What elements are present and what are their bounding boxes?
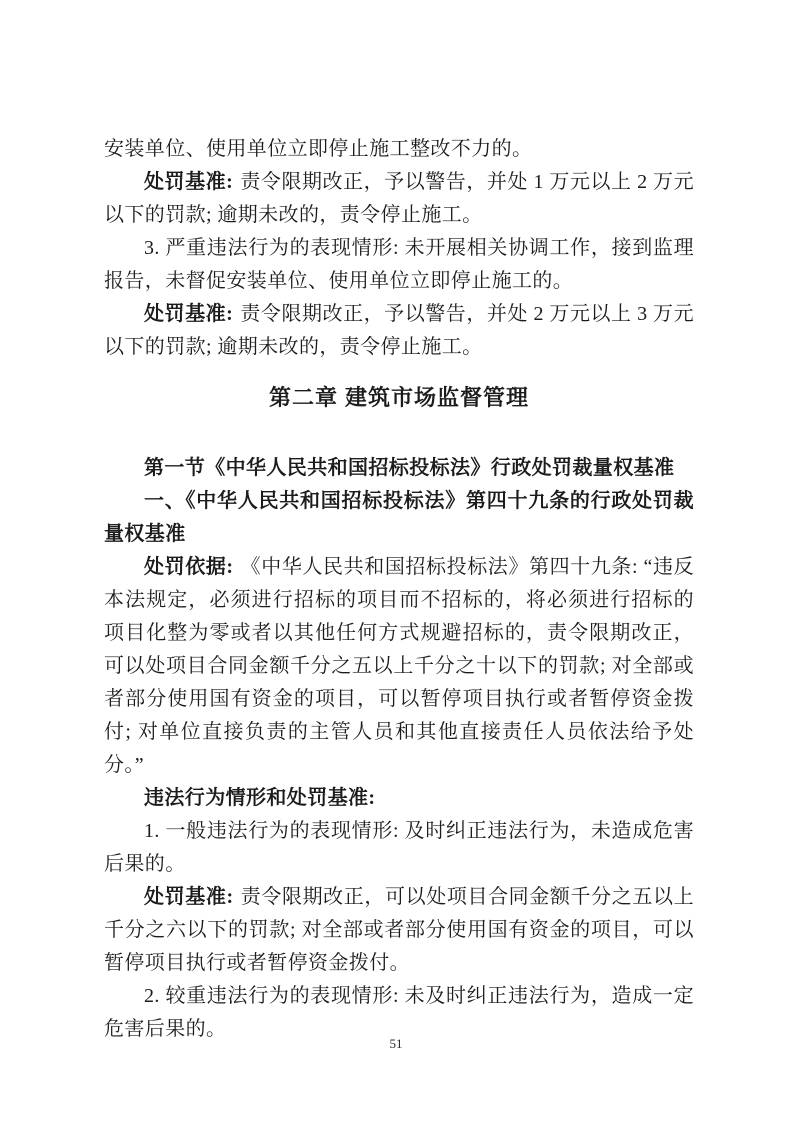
penalty-basis-label: 处罚依据: xyxy=(144,556,234,578)
situations-heading: 违法行为情形和处罚基准: xyxy=(144,787,376,809)
paragraph-case-2: 2. 较重违法行为的表现情形: 未及时纠正违法行为，造成一定危害后果的。 xyxy=(104,985,694,1040)
paragraph-penalty-standard-1 xyxy=(104,166,694,232)
penalty-standard-text-3: 责令限期改正，可以处项目合同金额千分之五以上千分之六以下的罚款; 对全部或者部分使用国有资金的项目，可以暂停项目执行或者暂停资金拨付。 xyxy=(104,886,694,974)
paragraph-penalty-basis xyxy=(104,551,694,782)
paragraph-carryover: 安装单位、使用单位立即停止施工整改不力的。 xyxy=(104,138,533,160)
document-body xyxy=(104,133,694,1046)
page-number: 51 xyxy=(389,1036,403,1051)
penalty-standard-label-2: 处罚基准: xyxy=(144,303,234,325)
paragraph-severe-violation: 3. 严重违法行为的表现情形: 未开展相关协调工作，接到监理报告，未督促安装单位、使用单位立即停止施工的。 xyxy=(104,237,694,292)
penalty-standard-text-2: 责令限期改正，予以警告，并处 2 万元以上 3 万元以下的罚款; 逾期未改的，责令停止施工。 xyxy=(104,303,694,358)
penalty-standard-label-1: 处罚基准: xyxy=(144,171,234,193)
paragraph-penalty-standard-2 xyxy=(104,298,694,364)
penalty-basis-text: 《中华人民共和国招标投标法》第四十九条: “违反本法规定，必须进行招标的项目而不招标的，将必须进行招标的项目化整为零或者以其他任何方式规避招标的，责令限期改正，可以处项目合同金额千分之五以上千分之十以下的罚款; 对全部或者部分使用国有资金的项目，可以暂停项目执行或者暂停资金拨付; 对单位直接负责的主管人员和其他直接责任人员依法给予处分。” xyxy=(104,556,694,776)
item-title: 一、《中华人民共和国招标投标法》第四十九条的行政处罚裁量权基准 xyxy=(104,490,694,545)
chapter-title: 第二章 建筑市场监督管理 xyxy=(268,385,530,410)
paragraph-penalty-standard-3 xyxy=(104,881,694,980)
penalty-standard-text-1: 责令限期改正，予以警告，并处 1 万元以上 2 万元以下的罚款; 逾期未改的，责令停止施工。 xyxy=(104,171,694,226)
section-title: 第一节《中华人民共和国招标投标法》行政处罚裁量权基准 xyxy=(144,457,675,479)
paragraph-case-1: 1. 一般违法行为的表现情形: 及时纠正违法行为，未造成危害后果的。 xyxy=(104,820,694,875)
penalty-standard-label-3: 处罚基准: xyxy=(144,886,234,908)
